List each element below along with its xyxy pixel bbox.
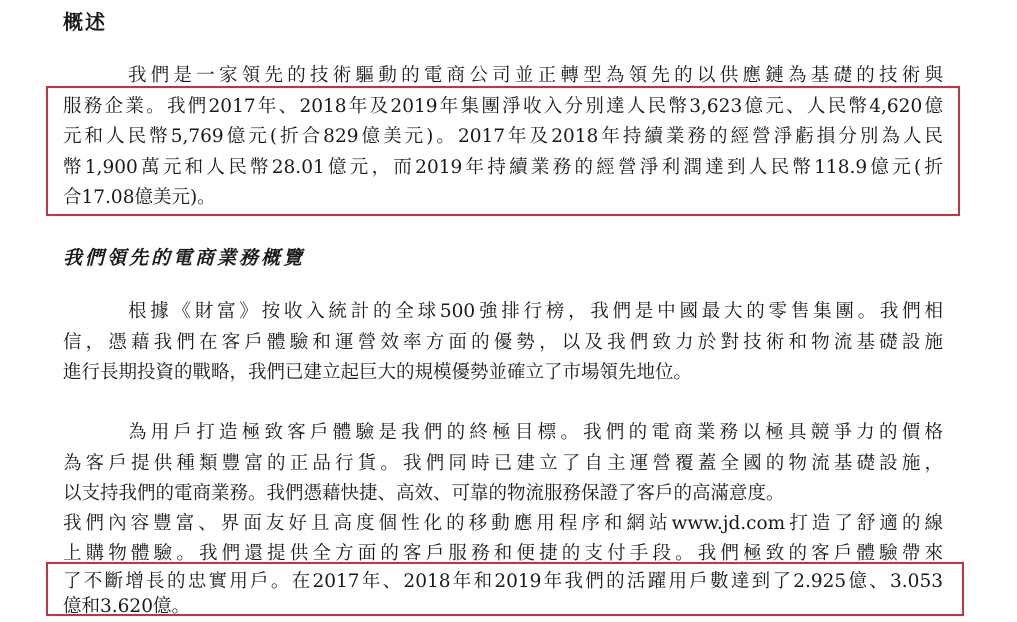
paragraph-line: 合17.08億美元)。 (63, 187, 216, 208)
paragraph-line: 我們內容豐富、界面友好且高度個性化的移動應用程序和網站www.jd.com打造了舒適的線 (63, 513, 943, 534)
section-heading: 概述 (63, 10, 107, 34)
paragraph-line: 我們是一家領先的技術驅動的電商公司並正轉型為領先的以供應鏈為基礎的技術與 (128, 65, 943, 86)
paragraph-line: 為用戶打造極致客戶體驗是我們的終極目標。我們的電商業務以極具競爭力的價格 (128, 422, 943, 443)
paragraph-line: 進行長期投資的戰略，我們已建立起巨大的規模優勢並確立了市場領先地位。 (63, 362, 693, 383)
paragraph-line: 元和人民幣5,769億元(折合829億美元)。2017年及2018年持續業務的經營淨虧損分別為人民 (63, 126, 943, 147)
paragraph-line: 為客戶提供種類豐富的正品行貨。我們同時已建立了自主運營覆蓋全國的物流基礎設施， (63, 453, 943, 474)
paragraph-line: 了不斷增長的忠實用戶。在2017年、2018年和2019年我們的活躍用戶數達到了2.925億、3.053 (63, 571, 943, 592)
highlight-box-users (46, 562, 964, 616)
paragraph-line: 億和3.620億。 (63, 596, 190, 617)
highlight-box-revenue (46, 86, 960, 216)
paragraph-line: 服務企業。我們2017年、2018年及2019年集團淨收入分別達人民幣3,623億元、人民幣4,620億 (63, 96, 943, 117)
paragraph-line: 信，憑藉我們在客戶體驗和運營效率方面的優勢，以及我們致力於對技術和物流基礎設施 (63, 332, 943, 353)
paragraph-line: 上購物體驗。我們還提供全方面的客戶服務和便捷的支付手段。我們極致的客戶體驗帶來 (63, 543, 943, 564)
subsection-heading: 我們領先的電商業務概覽 (63, 247, 306, 269)
paragraph-line: 幣1,900萬元和人民幣28.01億元，而2019年持續業務的經營淨利潤達到人民幣118.9億元(折 (63, 157, 943, 178)
paragraph-line: 以支持我們的電商業務。我們憑藉快捷、高效、可靠的物流服務保證了客戶的高滿意度。 (63, 483, 785, 504)
paragraph-line: 根據《財富》按收入統計的全球500強排行榜，我們是中國最大的零售集團。我們相 (128, 301, 943, 322)
